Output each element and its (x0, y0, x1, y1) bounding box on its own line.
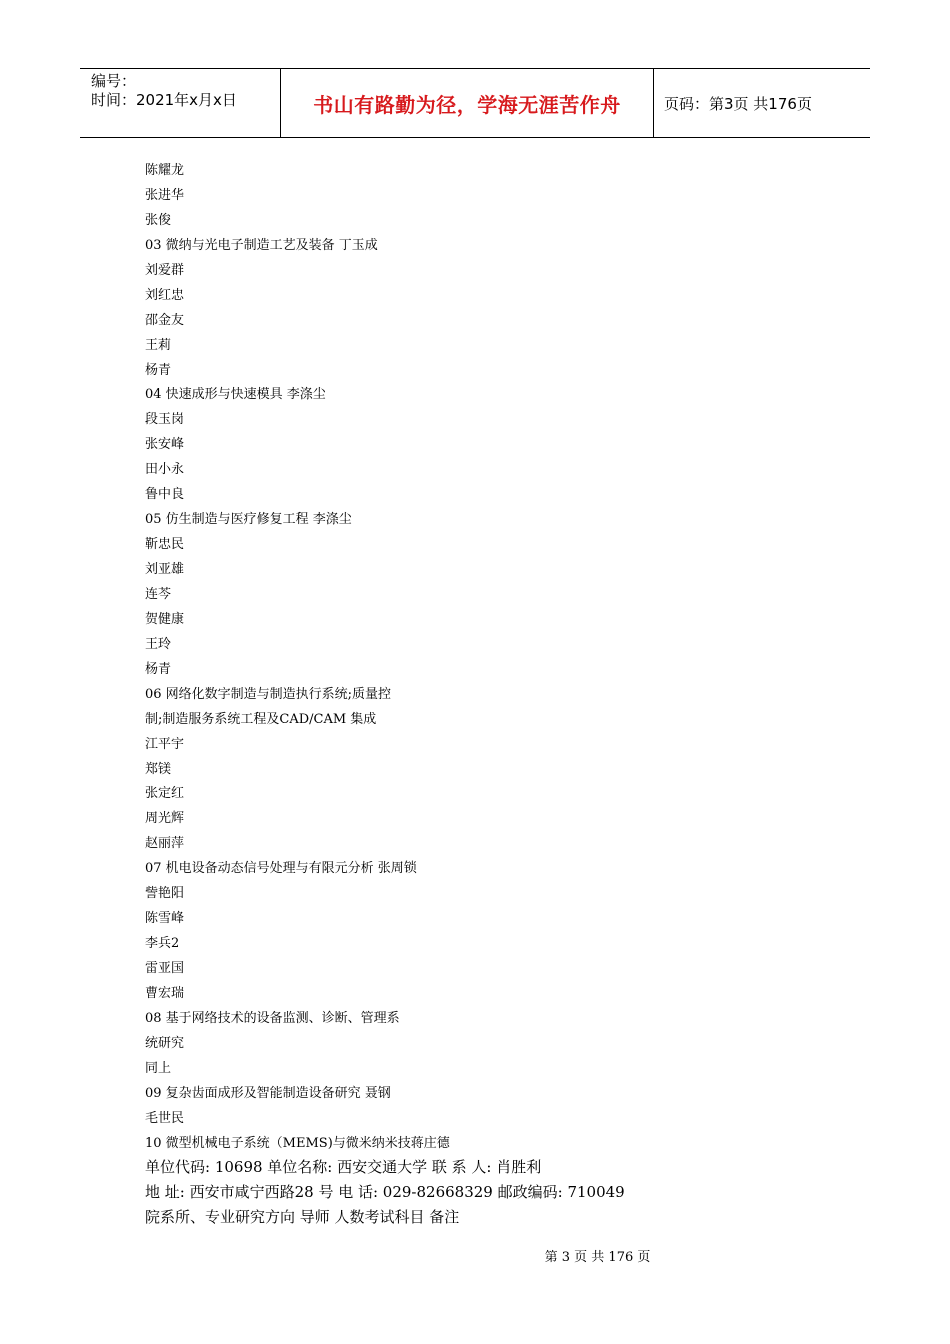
body-line: 制;制造服务系统工程及CAD/CAM 集成 (145, 711, 377, 727)
header-motto-cell (281, 69, 654, 137)
body-line: 05 仿生制造与医疗修复工程 李涤尘 (145, 512, 352, 528)
document-body (145, 159, 845, 1157)
body-line: 03 微纳与光电子制造工艺及装备 丁玉成 (145, 237, 378, 253)
body-line: 毛世民 (145, 1110, 185, 1126)
body-line: 周光辉 (145, 811, 185, 827)
body-line: 王玲 (145, 636, 172, 652)
header-meta-cell (80, 69, 281, 137)
body-line: 陈耀龙 (145, 163, 185, 178)
body-line: 杨青 (145, 362, 172, 378)
document-number-label: 编号： (91, 72, 137, 90)
header-motto: 书山有路勤为径，学海无涯苦作舟 (313, 92, 621, 117)
address-info-line: 地 址: 西安市咸宁西路28 号 电 话: 029-82668329 邮政编码: 710049 (145, 1183, 625, 1201)
body-line: 刘亚雄 (145, 562, 185, 577)
table-heading-line: 院系所、专业研究方向 导师 人数考试科目 备注 (145, 1208, 460, 1226)
document-time-label: 时间：2021年x月x日 (91, 91, 237, 109)
body-line: 靳忠民 (145, 537, 185, 553)
body-line: 贺健康 (145, 611, 185, 627)
body-line: 同上 (145, 1060, 172, 1076)
body-line: 王莉 (145, 337, 172, 353)
body-line: 郑镁 (145, 761, 172, 777)
unit-info-line: 单位代码: 10698 单位名称: 西安交通大学 联 系 人: 肖胜利 (145, 1158, 542, 1176)
body-line: 张定红 (145, 786, 185, 802)
header-page-cell (654, 69, 870, 137)
body-line: 鲁中良 (145, 487, 185, 503)
body-line: 曹宏瑞 (145, 985, 185, 1001)
body-line: 统研究 (145, 1035, 185, 1051)
body-line: 邵金友 (145, 312, 185, 328)
header-page-info: 页码：第3页 共176页 (664, 94, 812, 113)
body-line: 刘红忠 (145, 287, 185, 303)
body-line: 07 机电设备动态信号处理与有限元分析 张周锁 (145, 861, 417, 877)
page-footer (0, 1246, 950, 1265)
body-line: 李兵2 (145, 936, 180, 952)
body-line: 江平宇 (145, 736, 185, 752)
body-line: 田小永 (145, 462, 185, 478)
body-line: 连芩 (145, 586, 172, 602)
body-line: 张安峰 (145, 437, 185, 453)
body-line: 雷亚国 (145, 961, 185, 976)
body-line: 段玉岗 (145, 412, 185, 428)
footer-page-number: 第 3 页 共 176 页 (544, 1250, 651, 1265)
body-line: 陈雪峰 (145, 911, 185, 927)
body-line: 06 网络化数字制造与制造执行系统;质量控 (145, 686, 392, 702)
body-line: 杨青 (145, 661, 172, 677)
body-line: 訾艳阳 (145, 886, 185, 902)
body-line: 刘爱群 (145, 262, 185, 278)
body-line: 10 微型机械电子系统（MEMS)与微米纳米技蒋庄德 (145, 1135, 450, 1151)
page-header (80, 68, 870, 138)
body-line: 04 快速成形与快速模具 李涤尘 (145, 387, 326, 403)
body-line: 张进华 (145, 187, 185, 203)
body-line: 09 复杂齿面成形及智能制造设备研究 聂钢 (145, 1085, 391, 1101)
body-line: 张俊 (145, 212, 172, 228)
body-line: 赵丽萍 (145, 836, 185, 852)
body-line: 08 基于网络技术的设备监测、诊断、管理系 (145, 1010, 400, 1026)
